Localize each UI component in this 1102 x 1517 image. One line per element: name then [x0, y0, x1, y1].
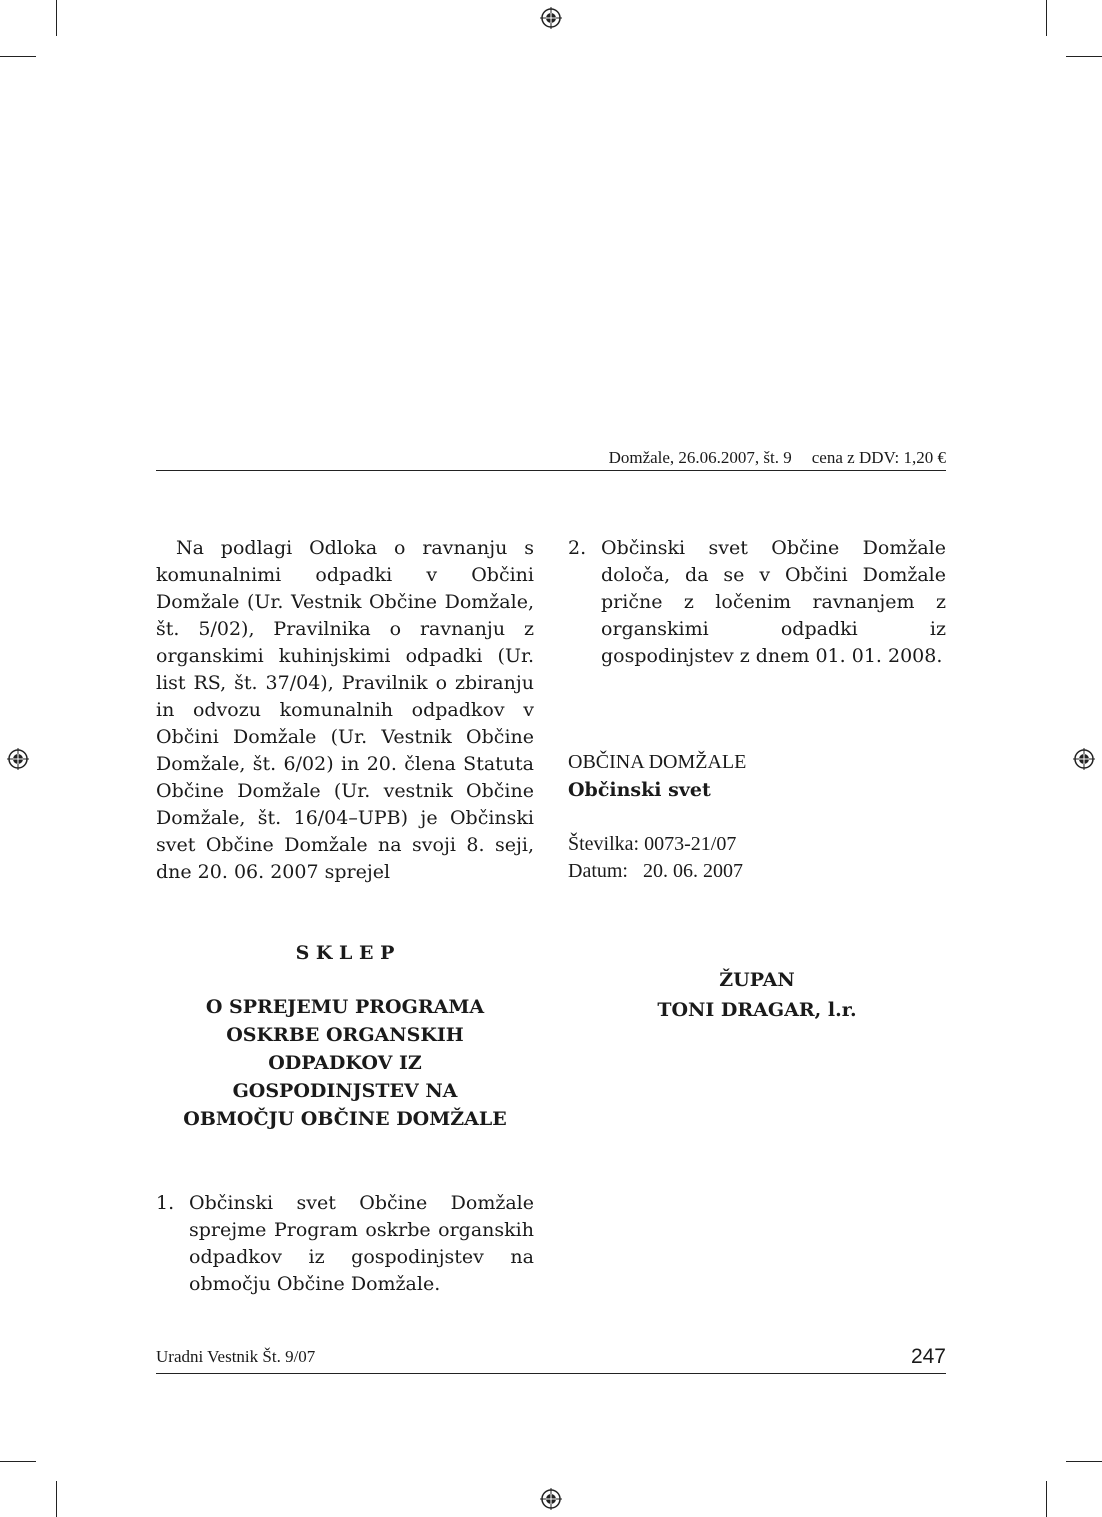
item-2 [568, 535, 946, 670]
registration-mark-icon [540, 7, 562, 29]
crop-mark [1066, 56, 1102, 57]
item-number: 1. [156, 1192, 175, 1214]
sklep-heading: S K L E P [295, 942, 395, 964]
crop-mark [1046, 1481, 1047, 1517]
document-number: Številka: 0073-21/07 [568, 833, 737, 855]
header-place-date-issue: Domžale, 26.06.2007, št. 9 [608, 448, 792, 467]
title-line: O SPREJEMU PROGRAMA [205, 996, 485, 1018]
registration-mark-icon [7, 748, 29, 770]
authority-name: OBČINA DOMŽALE [568, 751, 747, 773]
crop-mark [1046, 0, 1047, 36]
decision-title [156, 993, 534, 1133]
registration-mark-icon [1073, 748, 1095, 770]
crop-mark [0, 56, 36, 57]
authority-body: Občinski svet [568, 779, 711, 801]
title-line: GOSPODINJSTEV NA [232, 1080, 458, 1102]
registration-mark-icon [540, 1488, 562, 1510]
title-line: ODPADKOV IZ [268, 1052, 422, 1074]
page-header [156, 448, 946, 471]
crop-mark [56, 1481, 57, 1517]
page-number: 247 [910, 1345, 946, 1368]
item-text: Občinski svet Občine Domžale sprejme Program oskrbe organskih odpadkov iz gospodinjstev na območju Občine Domžale. [189, 1192, 534, 1295]
item-number: 2. [568, 537, 587, 559]
footer-publication: Uradni Vestnik Št. 9/07 [156, 1347, 316, 1366]
title-line: OBMOČJU OBČINE DOMŽALE [183, 1108, 507, 1130]
crop-mark [56, 0, 57, 36]
item-text: Občinski svet Občine Domžale določa, da se v Občini Domžale prične z ločenim ravnanjem z organskimi odpadki iz gospodinjstev z dnem 01. 01. 2008. [601, 537, 946, 667]
document-date: Datum: 20. 06. 2007 [568, 860, 743, 882]
intro-paragraph: Na podlagi Odloka o ravnanju s komunalnimi odpadki v Občini Domžale (Ur. Vestnik Občine Domžale, št. 5/02), Pravilnika o ravnanju z organskimi kuhinjskimi odpadki (Ur. list RS, št. 37/04), Pravilnik o zbiranju in odvozu komunalnih odpadkov v Občini Domžale (Ur. Vestnik Občine Domžale, št. 6/02) in 20. člena Statuta Občine Domžale (Ur. vestnik Občine Domžale, št. 16/04–UPB) je Občinski svet Občine Domžale na svoji 8. seji, dne 20. 06. 2007 sprejel [156, 537, 534, 883]
item-1 [156, 1190, 534, 1298]
crop-mark [1066, 1461, 1102, 1462]
signature-name: TONI DRAGAR, l.r. [657, 999, 857, 1021]
signature-title: ŽUPAN [719, 969, 795, 991]
title-line: OSKRBE ORGANSKIH [226, 1024, 464, 1046]
crop-mark [0, 1461, 36, 1462]
header-price: cena z DDV: 1,20 € [811, 448, 946, 467]
page-footer [156, 1345, 946, 1374]
